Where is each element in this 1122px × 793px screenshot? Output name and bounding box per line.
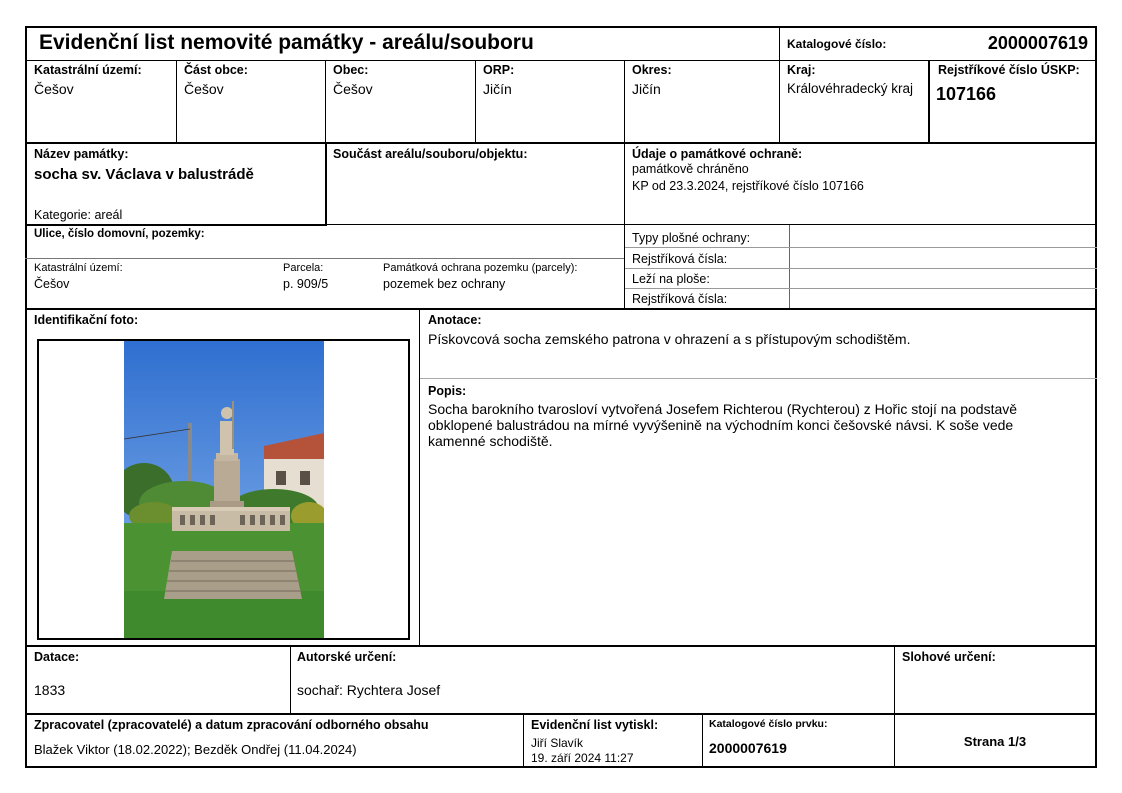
- annotation-label: Anotace:: [428, 313, 482, 327]
- district-label: Okres:: [632, 63, 672, 77]
- protection-label: Údaje o památkové ochraně:: [632, 147, 803, 161]
- description-text: Socha barokního tvarosloví vytvořená Josefem Richterou (Rychterou) z Hořic stojí na podstavě obklopené balustrádou na mírné vyvýšenině na východním konci češovské návsi. K soše vede kamenné schodiště.: [428, 401, 1018, 449]
- municipality-part-label: Část obce:: [184, 63, 248, 77]
- parcel-protection-value: pozemek bez ochrany: [383, 277, 506, 291]
- annotation-text: Pískovcová socha zemského patrona v ohrazení a s přístupovým schodištěm.: [428, 331, 911, 347]
- parcel-value: p. 909/5: [283, 277, 329, 291]
- monument-photo: [124, 341, 324, 638]
- district-value: Jičín: [632, 81, 661, 97]
- photo-staircase: [164, 551, 302, 599]
- catalog-label: Katalogové číslo:: [787, 37, 887, 51]
- parcel-protection-label: Památková ochrana pozemku (parcely):: [383, 262, 578, 274]
- photo-statue: [220, 421, 234, 455]
- dating-label: Datace:: [34, 650, 80, 664]
- orp-value: Jičín: [483, 81, 512, 97]
- area-register-numbers-label: Rejstříková čísla:: [632, 252, 728, 266]
- region-label: Kraj:: [787, 63, 816, 77]
- region-value: Královéhradecký kraj: [787, 81, 914, 96]
- printed-by-name: Jiří Slavík: [531, 736, 584, 750]
- area-register-numbers-2-label: Rejstříková čísla:: [632, 292, 728, 306]
- element-catalog-label: Katalogové číslo prvku:: [709, 718, 828, 730]
- uskp-label: Rejstříkové číslo ÚSKP:: [938, 63, 1080, 77]
- protection-detail: KP od 23.3.2024, rejstříkové číslo 107166: [632, 179, 864, 193]
- lies-on-area-label: Leží na ploše:: [632, 272, 710, 286]
- page-number: Strana 1/3: [963, 734, 1027, 749]
- parcel-cadastral-label: Katastrální území:: [34, 262, 123, 274]
- cadastral-area-value: Češov: [34, 81, 74, 97]
- orp-label: ORP:: [483, 63, 515, 77]
- parcel-label: Parcela:: [283, 262, 324, 274]
- municipality-part-value: Češov: [184, 81, 224, 97]
- dating-value: 1833: [34, 682, 66, 698]
- protection-status: památkově chráněno: [632, 162, 749, 176]
- street-label: Ulice, číslo domovní, pozemky:: [34, 228, 205, 240]
- element-catalog-number: 2000007619: [709, 740, 787, 756]
- municipality-label: Obec:: [333, 63, 369, 77]
- processor-label: Zpracovatel (zpracovatelé) a datum zpracování odborného obsahu: [34, 718, 429, 732]
- component-label: Součást areálu/souboru/objektu:: [333, 147, 528, 161]
- style-label: Slohové určení:: [902, 650, 996, 664]
- municipality-value: Češov: [333, 81, 373, 97]
- catalog-number: 2000007619: [987, 33, 1088, 53]
- processor-value: Blažek Viktor (18.02.2022); Bezděk Ondřej (11.04.2024): [34, 742, 357, 757]
- cadastral-area-label: Katastrální území:: [34, 63, 142, 77]
- monument-category: Kategorie: areál: [34, 208, 123, 222]
- parcel-cadastral-value: Češov: [34, 277, 70, 291]
- printed-date: 19. září 2024 11:27: [531, 751, 634, 765]
- photo-label: Identifikační foto:: [34, 313, 139, 327]
- monument-name-label: Název památky:: [34, 147, 129, 161]
- monument-name: socha sv. Václava v balustrádě: [34, 166, 254, 183]
- author-value: sochař: Rychtera Josef: [297, 682, 441, 698]
- page-title: Evidenční list nemovité památky - areálu/souboru: [39, 31, 534, 54]
- uskp-number: 107166: [936, 84, 997, 104]
- printed-by-label: Evidenční list vytiskl:: [531, 718, 659, 732]
- description-label: Popis:: [428, 384, 467, 398]
- author-label: Autorské určení:: [297, 650, 397, 664]
- area-protection-types-label: Typy plošné ochrany:: [632, 231, 751, 245]
